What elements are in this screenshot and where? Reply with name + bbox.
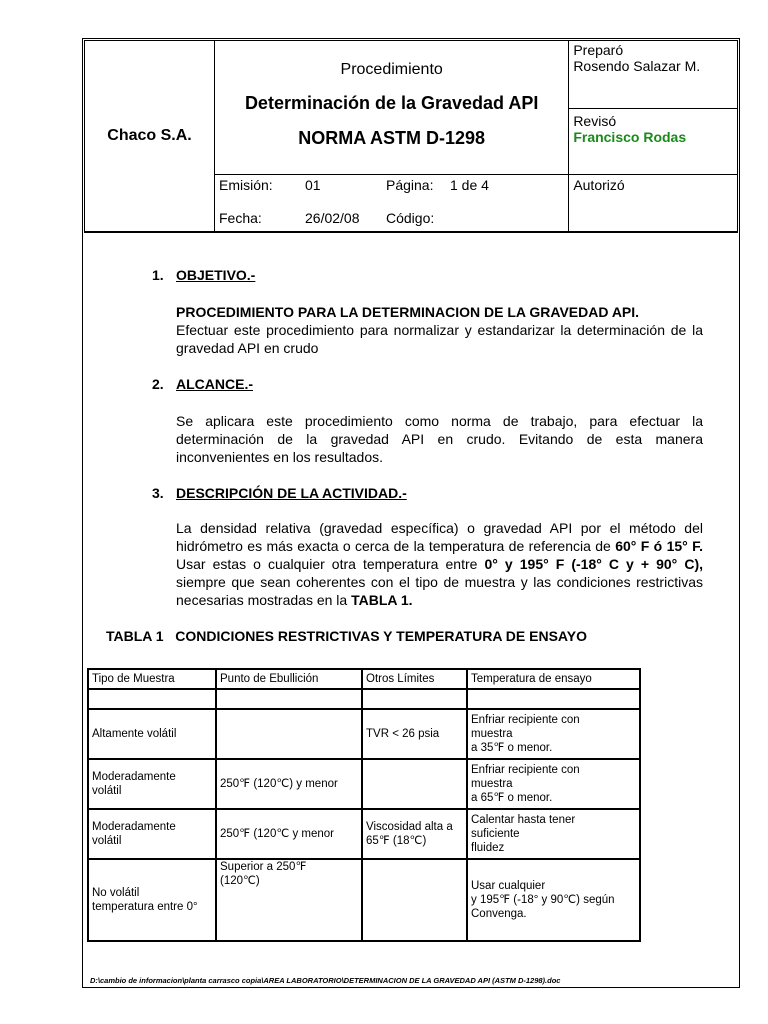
header-cell: Tipo de Muestra [88,669,216,689]
reviewed-label: Revisó [573,113,617,129]
table-cell: Moderadamente volátil [88,759,216,809]
fecha-value: 26/02/08 [305,209,360,226]
reviewed-name: Francisco Rodas [573,129,687,145]
emision-value: 01 [305,176,321,193]
emision-label: Emisión: [219,176,273,193]
section-2-text: Se aplicara este procedimiento como norma de trabajo, para efectuar la determinación de la gravedad API en crudo. Evitando de esta manera inconvenientes en los resultados. [176,413,703,465]
section-1-title: OBJETIVO.- [176,267,256,283]
table-cell: Viscosidad alta a 65℉ (18℃) [362,809,467,859]
table-row [88,809,640,859]
table-cell: 250℉ (120℃ y menor [216,809,362,859]
table-cell: 250℉ (120℃) y menor [216,759,362,809]
authorized-block [569,174,738,232]
table-cell [88,689,216,709]
table-row [88,709,640,759]
table-header-row [88,669,640,689]
header-cell: Otros Límites [362,669,467,689]
section-2-number: 2. [152,376,164,392]
section-1-body [176,303,703,357]
s3-bold-1: 60° F ó 15° F. [615,538,703,554]
title-block [215,41,569,175]
table-cell [362,859,467,941]
table-cell: Enfriar recipiente con muestra a 35℉ o menor. [467,709,640,759]
section-2-title: ALCANCE.- [176,376,253,392]
header-cell: Temperatura de ensayo [467,669,640,689]
section-1-bold: PROCEDIMIENTO PARA LA DETERMINACION DE LA GRAVEDAD API. [176,304,640,320]
conditions-table [87,668,641,942]
document-norm: NORMA ASTM D-1298 [298,128,485,148]
procedure-label: Procedimiento [340,61,443,78]
s3-bold-2: 0° y 195° F (-18° C y + 90° C), [484,556,703,572]
table-cell: Calentar hasta tener suficiente fluidez [467,809,640,859]
section-3-number: 3. [152,485,164,501]
table-title: TABLA 1 CONDICIONES RESTRICTIVAS Y TEMPERATURA DE ENSAYO [106,628,587,644]
company-name: Chaco S.A. [85,41,215,233]
document-header [84,40,738,233]
table-cell [467,689,640,709]
table-cell: Superior a 250℉ (120℃) [216,859,362,941]
table-cell: No volátil temperatura entre 0° [88,859,216,941]
table-row [88,859,640,941]
prepared-name: Rosendo Salazar M. [573,58,701,74]
s3-part-2: Usar estas o cualquier otra temperatura entre [176,556,485,572]
section-3-text [176,519,703,609]
authorized-label: Autorizó [573,176,625,193]
fecha-label: Fecha: [219,209,262,226]
document-title: Determinación de la Gravedad API [244,93,539,113]
table-cell: Altamente volátil [88,709,216,759]
table-row [88,759,640,809]
s3-bold-3: TABLA 1. [351,592,413,608]
file-path-footer: D:\cambio de informacion\planta carrasco copia\AREA LABORATORIO\DETERMINACION DE LA GRAVEDAD API (ASTM D-1298).doc [90,976,561,985]
header-cell: Punto de Ebullición [216,669,362,689]
pagina-value: 1 de 4 [450,176,489,193]
section-1-number: 1. [152,267,164,283]
prepared-label: Preparó [573,42,624,58]
table-row [88,689,640,709]
s3-part-1: La densidad relativa (gravedad específica) o gravedad API por el método del hidrómetro es más exacta o cerca de la temperatura de referencia de [176,520,703,554]
codigo-label: Código: [386,209,435,226]
meta-block [215,174,569,232]
table-cell: TVR < 26 psia [362,709,467,759]
section-3-title: DESCRIPCIÓN DE LA ACTIVIDAD.- [176,485,407,501]
table-cell [362,689,467,709]
pagina-label: Página: [386,176,434,193]
table-cell [216,709,362,759]
table-cell [216,689,362,709]
table-cell: Moderadamente volátil [88,809,216,859]
table-cell: Enfriar recipiente con muestra a 65℉ o menor. [467,759,640,809]
table-cell: Usar cualquier y 195℉ (-18° y 90℃) según Convenga. [467,859,640,941]
approvals-block [569,41,738,175]
table-cell [362,759,467,809]
s3-part-3: siempre que sean coherentes con el tipo de muestra y las condiciones restrictivas necesarias mostradas en la [176,574,703,608]
section-1-text: Efectuar este procedimiento para normalizar y estandarizar la determinación de la gravedad API en crudo [176,322,703,356]
